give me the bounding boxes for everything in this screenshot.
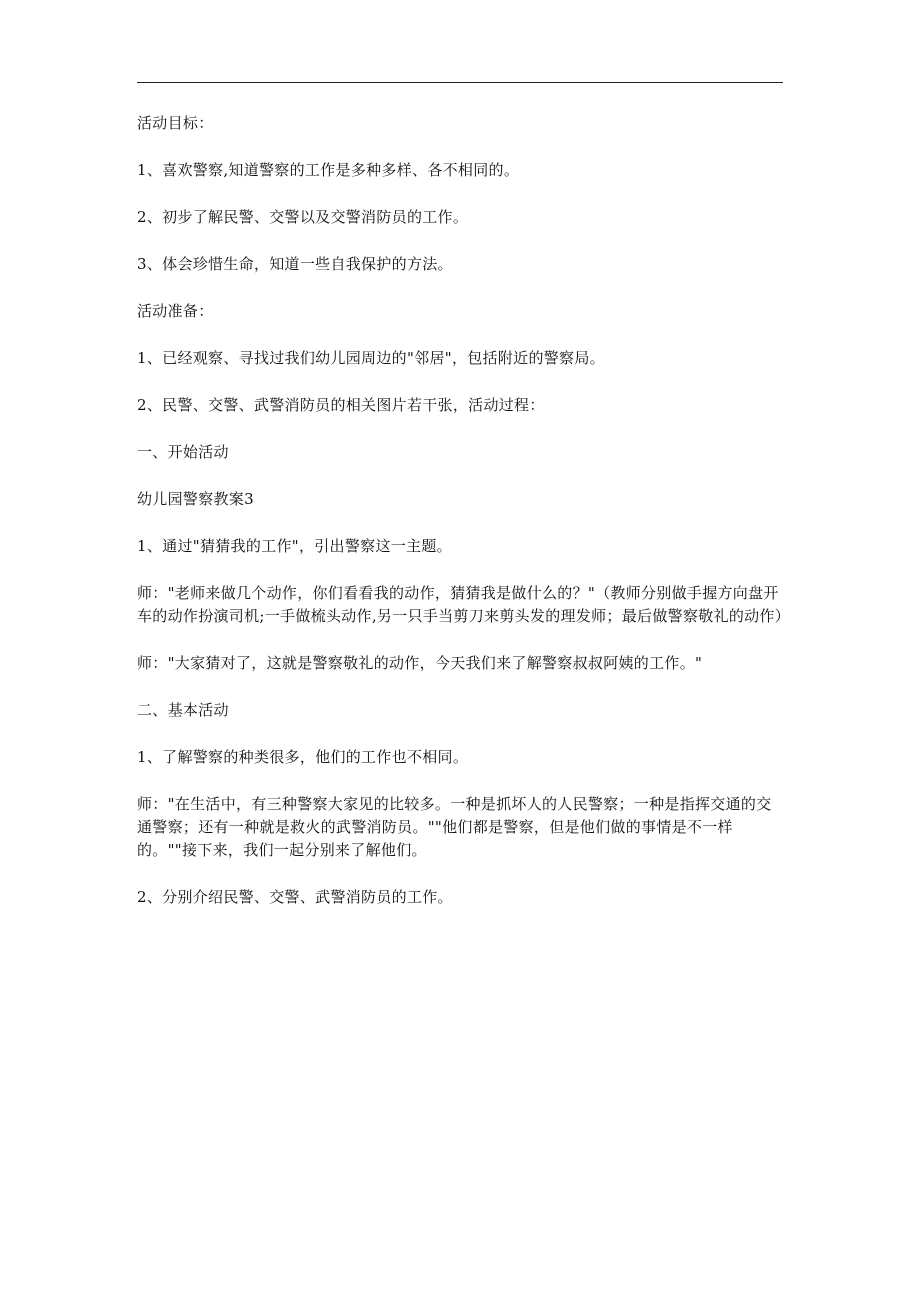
teacher-dialogue-3: 师："在生活中，有三种警察大家见的比较多。一种是抓坏人的人民警察；一种是指挥交通的交通警察；还有一种就是救火的武警消防员。""他们都是警察，但是他们做的事情是不一样的。""接下来，我们一起分别来了解他们。 <box>137 795 772 859</box>
section-heading-goals: 活动目标： <box>137 114 214 132</box>
activity-step-1: 1、通过"猜猜我的工作"，引出警察这一主题。 <box>137 537 452 555</box>
goal-item-3: 3、体会珍惜生命，知道一些自我保护的方法。 <box>137 255 453 273</box>
header-rule <box>137 82 783 83</box>
section-heading-basic-activity: 二、基本活动 <box>137 701 229 719</box>
preparation-item-1: 1、已经观察、寻找过我们幼儿园周边的"邻居"，包括附近的警察局。 <box>137 349 605 367</box>
goal-item-1: 1、喜欢警察,知道警察的工作是多种多样、各不相同的。 <box>137 161 520 179</box>
document-body <box>137 112 791 933</box>
goal-item-2: 2、初步了解民警、交警以及交警消防员的工作。 <box>137 208 469 226</box>
basic-activity-step-1: 1、了解警察的种类很多，他们的工作也不相同。 <box>137 748 469 766</box>
teacher-dialogue-1: 师："老师来做几个动作，你们看看我的动作，猜猜我是做什么的？"（教师分别做手握方向盘开车的动作扮演司机;一手做梳头动作,另一只手当剪刀来剪头发的理发师；最后做警察敬礼的动作） <box>137 584 791 625</box>
basic-activity-step-2: 2、分别介绍民警、交警、武警消防员的工作。 <box>137 888 453 906</box>
teacher-dialogue-2: 师："大家猜对了，这就是警察敬礼的动作，今天我们来了解警察叔叔阿姨的工作。" <box>137 654 703 672</box>
section-heading-preparation: 活动准备： <box>137 302 214 320</box>
preparation-item-2: 2、民警、交警、武警消防员的相关图片若干张，活动过程： <box>137 396 545 414</box>
lesson-title: 幼儿园警察教案3 <box>137 490 254 508</box>
section-heading-start-activity: 一、开始活动 <box>137 443 229 461</box>
